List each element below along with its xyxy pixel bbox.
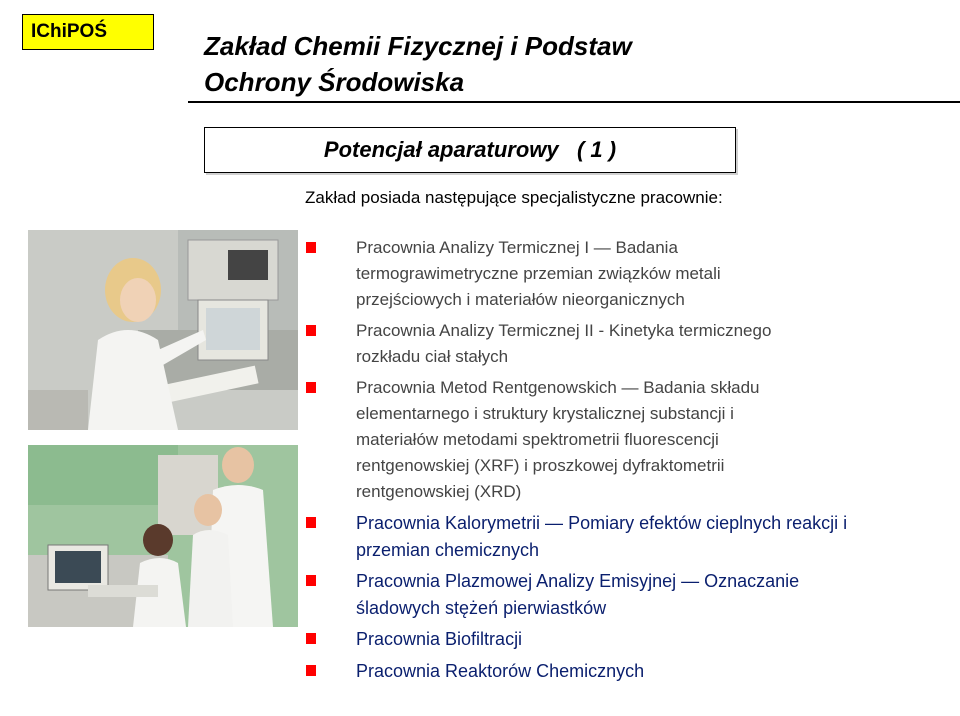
- item-line: Pracownia Plazmowej Analizy Emisyjnej — Oznaczanie: [356, 571, 800, 591]
- lab-photo-1: [28, 230, 298, 430]
- list-item: [306, 658, 946, 685]
- bullet-marker: [306, 665, 316, 676]
- logo-box: [22, 14, 154, 50]
- item-line: przemian chemicznych: [356, 539, 540, 560]
- item-line: Pracownia Analizy Termicznej II - Kinetyka termicznego: [356, 321, 772, 340]
- bullet-marker: [306, 325, 316, 336]
- item-line: rentgenowskiej (XRF) i proszkowej dyfraktometrii: [356, 456, 725, 475]
- title-line-2: Ochrony Środowiska: [204, 67, 465, 97]
- list-item: [306, 235, 946, 313]
- item-line: Pracownia Kalorymetrii — Pomiary efektów cieplnych reakcji i: [356, 513, 848, 533]
- subtitle-text: Potencjał aparaturowy ( 1 ): [323, 137, 617, 162]
- bullet-marker: [306, 242, 316, 253]
- logo-text: IChiPOŚ: [31, 21, 108, 42]
- item-line: Pracownia Metod Rentgenowskich — Badania składu: [356, 378, 760, 397]
- item-line: przejściowych i materiałów nieorganicznych: [356, 290, 685, 309]
- item-line: śladowych stężeń pierwiastków: [356, 597, 607, 618]
- subtitle-box: [204, 127, 736, 173]
- title-divider: [188, 101, 960, 103]
- bullet-marker: [306, 633, 316, 644]
- lab-photo-2: [28, 445, 298, 627]
- list-item: [306, 626, 946, 653]
- item-line: rozkładu ciał stałych: [356, 347, 509, 366]
- list-item: [306, 510, 946, 563]
- item-line: Pracownia Biofiltracji: [356, 629, 523, 649]
- bullet-marker: [306, 517, 316, 528]
- item-line: Pracownia Reaktorów Chemicznych: [356, 660, 645, 681]
- item-line: materiałów metodami spektrometrii fluorescencji: [356, 430, 719, 449]
- bullet-marker: [306, 575, 316, 586]
- page-title: [204, 28, 632, 100]
- list-item: [306, 375, 946, 505]
- intro-text: Zakład posiada następujące specjalistyczne pracownie:: [305, 188, 723, 207]
- item-line: rentgenowskiej (XRD): [356, 482, 522, 501]
- item-line: elementarnego i struktury krystalicznej substancji i: [356, 404, 734, 423]
- item-line: Pracownia Analizy Termicznej I — Badania: [356, 238, 678, 257]
- item-line: termograwimetryczne przemian związków metali: [356, 264, 721, 283]
- list-item: [306, 318, 946, 370]
- list-item: [306, 568, 946, 621]
- lab-list: [306, 235, 946, 689]
- title-line-1: Zakład Chemii Fizycznej i Podstaw: [204, 31, 632, 61]
- bullet-marker: [306, 382, 316, 393]
